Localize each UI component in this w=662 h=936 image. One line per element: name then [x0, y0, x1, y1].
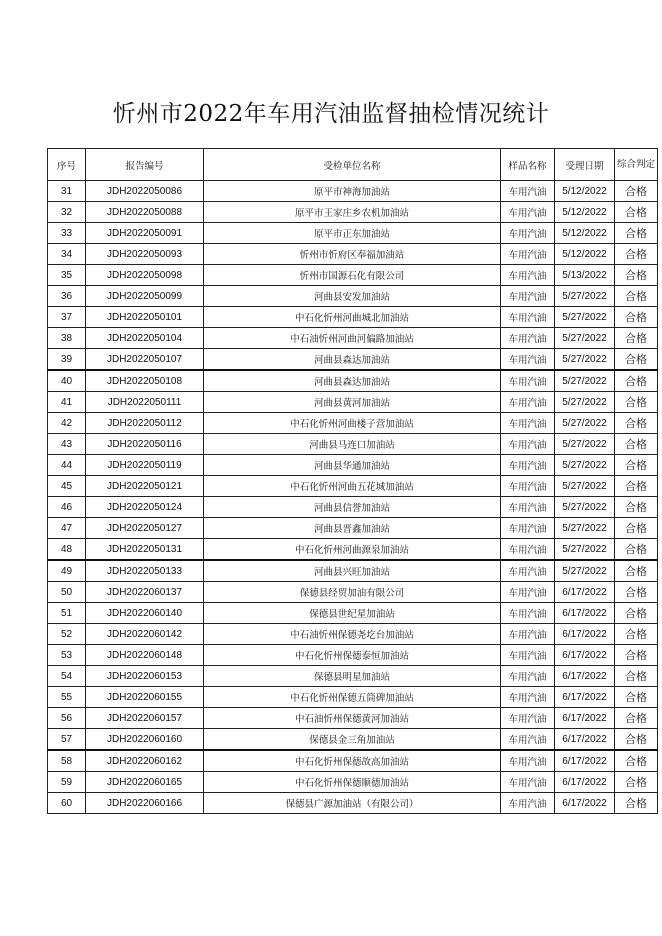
cell-report-no: JDH2022050116 [86, 434, 204, 455]
cell-date: 5/27/2022 [555, 307, 615, 328]
cell-result: 合格 [615, 476, 658, 497]
cell-seq: 39 [48, 349, 86, 371]
cell-sample: 车用汽油 [501, 286, 555, 307]
cell-sample: 车用汽油 [501, 413, 555, 434]
cell-sample: 车用汽油 [501, 793, 555, 814]
cell-sample: 车用汽油 [501, 539, 555, 561]
header-sample: 样品名称 [501, 149, 555, 181]
table-row [48, 603, 658, 624]
page-title: 忻州市2022年车用汽油监督抽检情况统计 [112, 101, 550, 127]
cell-date: 5/12/2022 [555, 244, 615, 265]
cell-date: 5/27/2022 [555, 392, 615, 413]
table-row [48, 793, 658, 814]
cell-report-no: JDH2022060166 [86, 793, 204, 814]
cell-seq: 51 [48, 603, 86, 624]
table-row [48, 645, 658, 666]
cell-unit: 河曲县黄河加油站 [204, 392, 501, 413]
cell-sample: 车用汽油 [501, 624, 555, 645]
cell-report-no: JDH2022060155 [86, 687, 204, 708]
cell-sample: 车用汽油 [501, 244, 555, 265]
cell-sample: 车用汽油 [501, 497, 555, 518]
cell-seq: 50 [48, 582, 86, 603]
cell-report-no: JDH2022050112 [86, 413, 204, 434]
table-row [48, 181, 658, 202]
cell-unit: 河曲县安发加油站 [204, 286, 501, 307]
inspection-table [47, 148, 658, 814]
cell-unit: 中石化忻州河曲源泉加油站 [204, 539, 501, 561]
cell-report-no: JDH2022050108 [86, 370, 204, 392]
cell-report-no: JDH2022050099 [86, 286, 204, 307]
table-row [48, 244, 658, 265]
cell-seq: 52 [48, 624, 86, 645]
cell-date: 5/27/2022 [555, 539, 615, 561]
cell-result: 合格 [615, 772, 658, 793]
cell-unit: 保德县广源加油站（有限公司） [204, 793, 501, 814]
cell-result: 合格 [615, 518, 658, 539]
cell-sample: 车用汽油 [501, 582, 555, 603]
cell-result: 合格 [615, 286, 658, 307]
cell-date: 5/12/2022 [555, 181, 615, 202]
cell-result: 合格 [615, 434, 658, 455]
cell-date: 5/12/2022 [555, 202, 615, 223]
cell-seq: 37 [48, 307, 86, 328]
cell-sample: 车用汽油 [501, 666, 555, 687]
cell-seq: 34 [48, 244, 86, 265]
cell-unit: 中石化忻州河曲五花城加油站 [204, 476, 501, 497]
cell-date: 5/27/2022 [555, 413, 615, 434]
cell-unit: 河曲县晋鑫加油站 [204, 518, 501, 539]
cell-date: 5/27/2022 [555, 349, 615, 371]
table-row [48, 286, 658, 307]
cell-result: 合格 [615, 666, 658, 687]
cell-date: 5/27/2022 [555, 560, 615, 582]
cell-date: 6/17/2022 [555, 666, 615, 687]
cell-unit: 河曲县信誉加油站 [204, 497, 501, 518]
table-row [48, 708, 658, 729]
cell-report-no: JDH2022050124 [86, 497, 204, 518]
cell-seq: 60 [48, 793, 86, 814]
cell-seq: 58 [48, 750, 86, 772]
cell-sample: 车用汽油 [501, 708, 555, 729]
cell-date: 5/27/2022 [555, 476, 615, 497]
cell-result: 合格 [615, 729, 658, 751]
cell-unit: 保德县金三角加油站 [204, 729, 501, 751]
cell-report-no: JDH2022050131 [86, 539, 204, 561]
cell-sample: 车用汽油 [501, 772, 555, 793]
cell-sample: 车用汽油 [501, 181, 555, 202]
table-row [48, 349, 658, 371]
cell-unit: 中石化忻州保德故高加油站 [204, 750, 501, 772]
cell-result: 合格 [615, 687, 658, 708]
cell-unit: 原平市神海加油站 [204, 181, 501, 202]
table-header-row [48, 149, 658, 181]
cell-unit: 原平市正东加油站 [204, 223, 501, 244]
cell-unit: 忻州市忻府区奉福加油站 [204, 244, 501, 265]
cell-result: 合格 [615, 392, 658, 413]
table-row [48, 370, 658, 392]
header-unit: 受检单位名称 [204, 149, 501, 181]
cell-unit: 河曲县兴旺加油站 [204, 560, 501, 582]
cell-report-no: JDH2022060162 [86, 750, 204, 772]
header-date: 受理日期 [555, 149, 615, 181]
cell-sample: 车用汽油 [501, 370, 555, 392]
table-row [48, 413, 658, 434]
header-report-no: 报告编号 [86, 149, 204, 181]
cell-unit: 中石化忻州保德五筒碑加油站 [204, 687, 501, 708]
cell-date: 5/13/2022 [555, 265, 615, 286]
cell-report-no: JDH2022050127 [86, 518, 204, 539]
cell-sample: 车用汽油 [501, 750, 555, 772]
cell-unit: 中石油忻州保德黄河加油站 [204, 708, 501, 729]
table-row [48, 497, 658, 518]
cell-seq: 55 [48, 687, 86, 708]
cell-report-no: JDH2022060153 [86, 666, 204, 687]
cell-sample: 车用汽油 [501, 307, 555, 328]
cell-seq: 48 [48, 539, 86, 561]
cell-result: 合格 [615, 265, 658, 286]
cell-sample: 车用汽油 [501, 223, 555, 244]
cell-report-no: JDH2022060157 [86, 708, 204, 729]
cell-date: 5/27/2022 [555, 518, 615, 539]
cell-unit: 中石油忻州河曲河偏路加油站 [204, 328, 501, 349]
cell-date: 5/27/2022 [555, 328, 615, 349]
cell-sample: 车用汽油 [501, 455, 555, 476]
cell-date: 6/17/2022 [555, 793, 615, 814]
cell-unit: 中石化忻州保德泰恒加油站 [204, 645, 501, 666]
cell-unit: 保德县世纪星加油站 [204, 603, 501, 624]
cell-report-no: JDH2022060142 [86, 624, 204, 645]
cell-seq: 38 [48, 328, 86, 349]
cell-seq: 41 [48, 392, 86, 413]
cell-report-no: JDH2022060137 [86, 582, 204, 603]
cell-result: 合格 [615, 793, 658, 814]
table-row [48, 666, 658, 687]
cell-date: 6/17/2022 [555, 624, 615, 645]
cell-seq: 46 [48, 497, 86, 518]
cell-seq: 35 [48, 265, 86, 286]
cell-result: 合格 [615, 603, 658, 624]
cell-report-no: JDH2022050098 [86, 265, 204, 286]
cell-seq: 49 [48, 560, 86, 582]
table-row [48, 476, 658, 497]
cell-report-no: JDH2022050107 [86, 349, 204, 371]
cell-unit: 忻州市国源石化有限公司 [204, 265, 501, 286]
cell-result: 合格 [615, 582, 658, 603]
cell-seq: 45 [48, 476, 86, 497]
cell-sample: 车用汽油 [501, 645, 555, 666]
cell-report-no: JDH2022060160 [86, 729, 204, 751]
cell-unit: 保德县经贸加油有限公司 [204, 582, 501, 603]
cell-unit: 河曲县森达加油站 [204, 370, 501, 392]
table-row [48, 729, 658, 751]
cell-report-no: JDH2022060140 [86, 603, 204, 624]
table-row [48, 434, 658, 455]
table-row [48, 582, 658, 603]
cell-date: 6/17/2022 [555, 645, 615, 666]
table-row [48, 202, 658, 223]
cell-report-no: JDH2022050086 [86, 181, 204, 202]
cell-date: 5/27/2022 [555, 286, 615, 307]
cell-report-no: JDH2022050133 [86, 560, 204, 582]
cell-report-no: JDH2022050088 [86, 202, 204, 223]
cell-report-no: JDH2022050111 [86, 392, 204, 413]
table-row [48, 539, 658, 561]
cell-result: 合格 [615, 560, 658, 582]
cell-seq: 36 [48, 286, 86, 307]
cell-seq: 33 [48, 223, 86, 244]
cell-date: 5/27/2022 [555, 370, 615, 392]
cell-sample: 车用汽油 [501, 202, 555, 223]
cell-seq: 43 [48, 434, 86, 455]
cell-unit: 中石化忻州保德顺德加油站 [204, 772, 501, 793]
header-seq: 序号 [48, 149, 86, 181]
cell-result: 合格 [615, 307, 658, 328]
cell-report-no: JDH2022060165 [86, 772, 204, 793]
cell-unit: 原平市王家庄乡农机加油站 [204, 202, 501, 223]
table-row [48, 328, 658, 349]
cell-seq: 42 [48, 413, 86, 434]
table-row [48, 392, 658, 413]
table-row [48, 750, 658, 772]
cell-result: 合格 [615, 539, 658, 561]
table-row [48, 265, 658, 286]
cell-result: 合格 [615, 328, 658, 349]
cell-seq: 40 [48, 370, 86, 392]
cell-sample: 车用汽油 [501, 265, 555, 286]
cell-unit: 保德县明星加油站 [204, 666, 501, 687]
cell-result: 合格 [615, 349, 658, 371]
table-row [48, 560, 658, 582]
cell-sample: 车用汽油 [501, 434, 555, 455]
cell-report-no: JDH2022050101 [86, 307, 204, 328]
cell-date: 5/12/2022 [555, 223, 615, 244]
cell-seq: 31 [48, 181, 86, 202]
table-row [48, 687, 658, 708]
cell-date: 6/17/2022 [555, 603, 615, 624]
cell-result: 合格 [615, 497, 658, 518]
cell-report-no: JDH2022050093 [86, 244, 204, 265]
cell-result: 合格 [615, 413, 658, 434]
table-row [48, 223, 658, 244]
cell-result: 合格 [615, 708, 658, 729]
cell-date: 6/17/2022 [555, 687, 615, 708]
cell-sample: 车用汽油 [501, 603, 555, 624]
cell-report-no: JDH2022050119 [86, 455, 204, 476]
cell-date: 6/17/2022 [555, 750, 615, 772]
table-row [48, 624, 658, 645]
cell-result: 合格 [615, 223, 658, 244]
cell-sample: 车用汽油 [501, 560, 555, 582]
cell-report-no: JDH2022050091 [86, 223, 204, 244]
cell-date: 5/27/2022 [555, 455, 615, 476]
table-row [48, 772, 658, 793]
cell-unit: 中石油忻州保德尧圪台加油站 [204, 624, 501, 645]
cell-unit: 中石化忻州河曲城北加油站 [204, 307, 501, 328]
cell-result: 合格 [615, 624, 658, 645]
cell-date: 6/17/2022 [555, 708, 615, 729]
cell-report-no: JDH2022050104 [86, 328, 204, 349]
cell-sample: 车用汽油 [501, 349, 555, 371]
table-row [48, 455, 658, 476]
cell-result: 合格 [615, 181, 658, 202]
cell-result: 合格 [615, 750, 658, 772]
cell-seq: 47 [48, 518, 86, 539]
cell-result: 合格 [615, 370, 658, 392]
cell-date: 5/27/2022 [555, 434, 615, 455]
cell-sample: 车用汽油 [501, 729, 555, 751]
table-row [48, 307, 658, 328]
cell-date: 5/27/2022 [555, 497, 615, 518]
cell-seq: 56 [48, 708, 86, 729]
cell-unit: 河曲县华通加油站 [204, 455, 501, 476]
cell-seq: 32 [48, 202, 86, 223]
cell-seq: 53 [48, 645, 86, 666]
cell-unit: 河曲县森达加油站 [204, 349, 501, 371]
cell-result: 合格 [615, 244, 658, 265]
cell-date: 6/17/2022 [555, 729, 615, 751]
cell-sample: 车用汽油 [501, 392, 555, 413]
cell-unit: 河曲县马连口加油站 [204, 434, 501, 455]
table-row [48, 518, 658, 539]
cell-sample: 车用汽油 [501, 328, 555, 349]
cell-sample: 车用汽油 [501, 476, 555, 497]
cell-result: 合格 [615, 455, 658, 476]
cell-report-no: JDH2022060148 [86, 645, 204, 666]
cell-seq: 57 [48, 729, 86, 751]
cell-date: 6/17/2022 [555, 772, 615, 793]
cell-seq: 54 [48, 666, 86, 687]
cell-unit: 中石化忻州河曲楼子营加油站 [204, 413, 501, 434]
cell-seq: 59 [48, 772, 86, 793]
cell-seq: 44 [48, 455, 86, 476]
cell-sample: 车用汽油 [501, 687, 555, 708]
cell-report-no: JDH2022050121 [86, 476, 204, 497]
cell-result: 合格 [615, 645, 658, 666]
cell-date: 6/17/2022 [555, 582, 615, 603]
cell-sample: 车用汽油 [501, 518, 555, 539]
header-result: 综合判定 [615, 149, 658, 181]
cell-result: 合格 [615, 202, 658, 223]
